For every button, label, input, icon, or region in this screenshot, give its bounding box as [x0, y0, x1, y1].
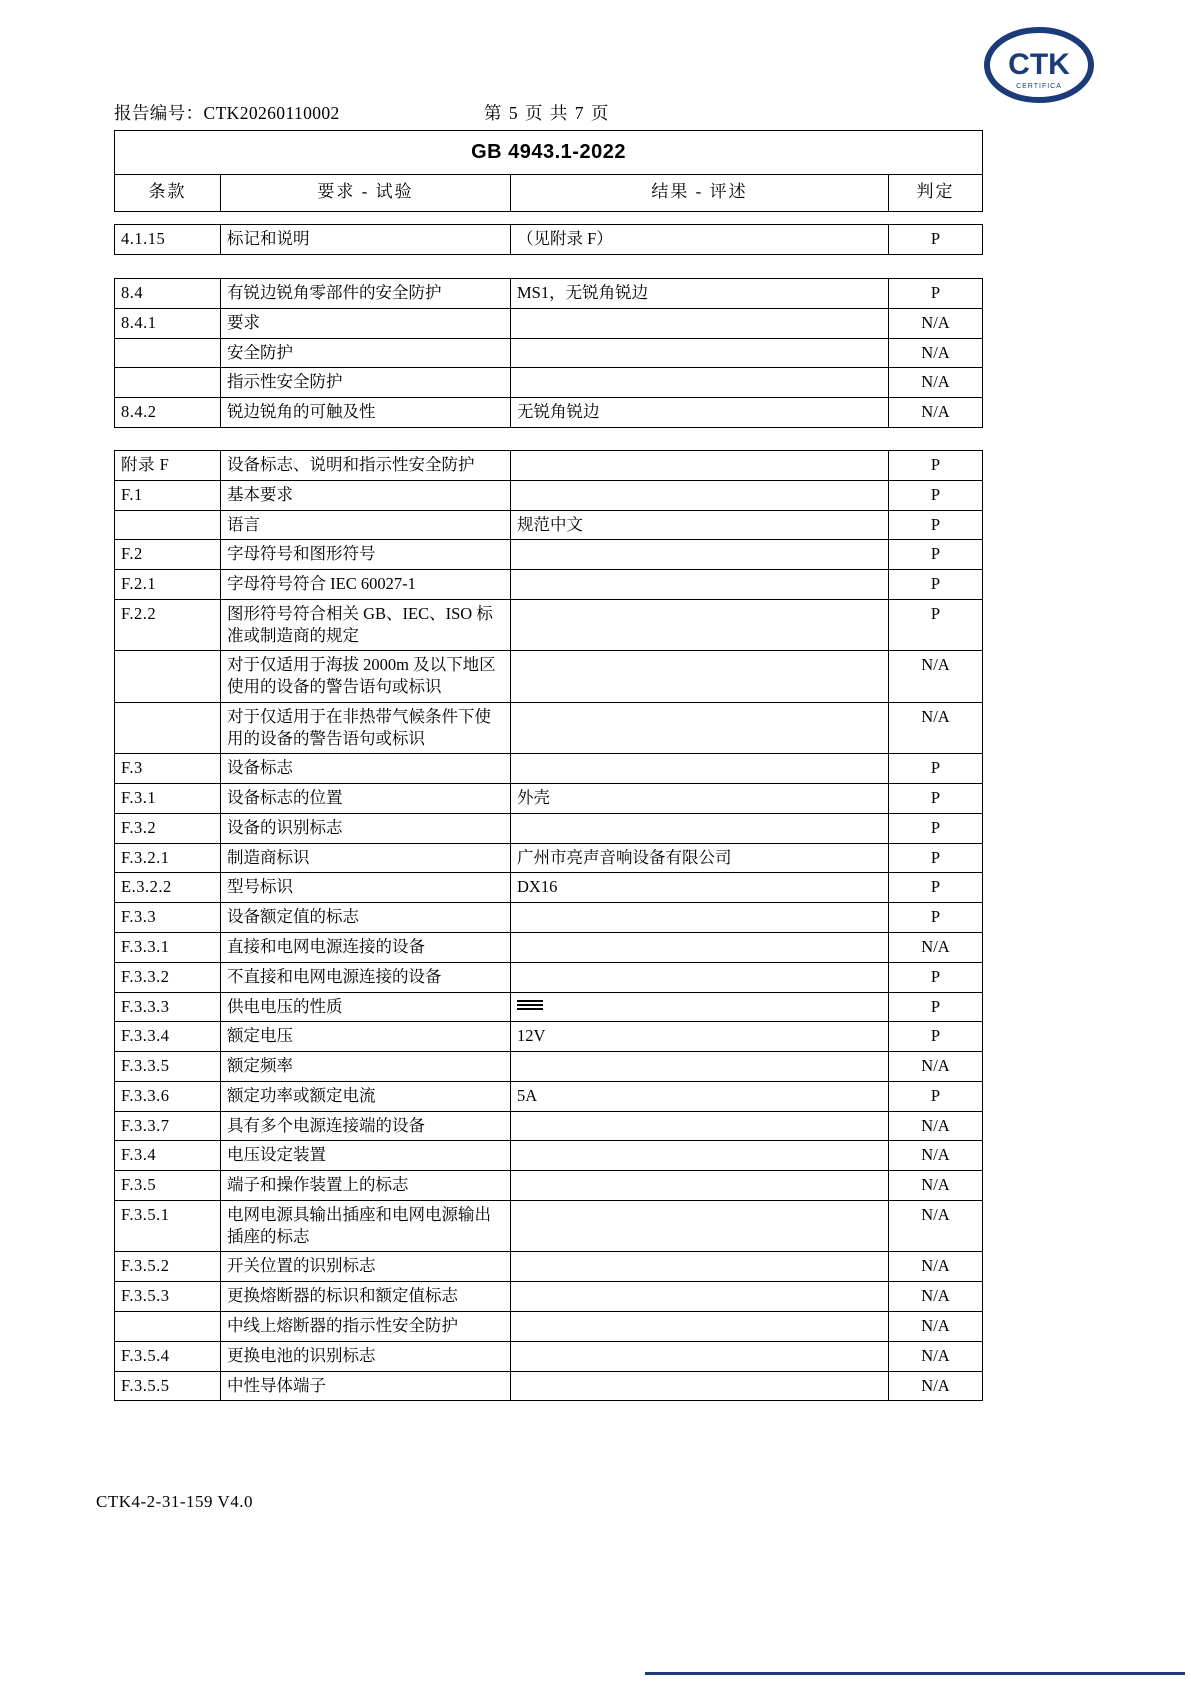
cell-requirement: 电压设定装置 — [221, 1141, 511, 1171]
cell-clause — [115, 702, 221, 754]
cell-requirement: 对于仅适用于海拔 2000m 及以下地区使用的设备的警告语句或标识 — [221, 651, 511, 703]
table-row — [115, 398, 983, 428]
table-row — [115, 451, 983, 481]
cell-requirement: 有锐边锐角零部件的安全防护 — [221, 279, 511, 309]
cell-result — [511, 903, 889, 933]
table-row — [115, 1022, 983, 1052]
cell-verdict: N/A — [889, 1171, 983, 1201]
cell-clause: F.3.2 — [115, 813, 221, 843]
cell-result — [511, 1200, 889, 1252]
cell-result — [511, 702, 889, 754]
table-row — [115, 225, 983, 255]
cell-verdict: N/A — [889, 702, 983, 754]
table-clause-8-4 — [114, 278, 983, 428]
table-row — [115, 1141, 983, 1171]
cell-verdict: P — [889, 962, 983, 992]
table-row — [115, 962, 983, 992]
cell-result — [511, 480, 889, 510]
table-row — [115, 480, 983, 510]
cell-requirement: 额定功率或额定电流 — [221, 1081, 511, 1111]
cell-result — [511, 651, 889, 703]
cell-verdict: N/A — [889, 338, 983, 368]
cell-requirement: 安全防护 — [221, 338, 511, 368]
cell-verdict: N/A — [889, 1252, 983, 1282]
cell-verdict: P — [889, 1022, 983, 1052]
cell-requirement: 制造商标识 — [221, 843, 511, 873]
cell-verdict: P — [889, 599, 983, 651]
table-row — [115, 873, 983, 903]
cell-clause: 8.4 — [115, 279, 221, 309]
cell-verdict: P — [889, 279, 983, 309]
cell-requirement: 中线上熔断器的指示性安全防护 — [221, 1311, 511, 1341]
cell-clause: F.3.1 — [115, 784, 221, 814]
cell-verdict: P — [889, 451, 983, 481]
page-number: 第 5 页 共 7 页 — [484, 103, 610, 123]
cell-requirement: 具有多个电源连接端的设备 — [221, 1111, 511, 1141]
column-header-result: 结果 - 评述 — [511, 175, 889, 211]
table-row — [115, 933, 983, 963]
cell-verdict: N/A — [889, 1111, 983, 1141]
cell-requirement: 额定频率 — [221, 1052, 511, 1082]
cell-result — [511, 1341, 889, 1371]
report-number: 报告编号：CTK20260110002 — [114, 103, 340, 123]
dc-voltage-symbol — [517, 998, 543, 1012]
cell-result — [511, 570, 889, 600]
cell-requirement: 开关位置的识别标志 — [221, 1252, 511, 1282]
table-row — [115, 1341, 983, 1371]
cell-requirement: 不直接和电网电源连接的设备 — [221, 962, 511, 992]
table-row — [115, 1371, 983, 1401]
column-header-row — [115, 175, 983, 211]
cell-clause: F.3.5.3 — [115, 1282, 221, 1312]
cell-result: 外壳 — [511, 784, 889, 814]
cell-clause — [115, 651, 221, 703]
cell-result: 5A — [511, 1081, 889, 1111]
svg-text:CTK: CTK — [1008, 48, 1070, 81]
cell-verdict: P — [889, 754, 983, 784]
cell-clause: F.1 — [115, 480, 221, 510]
cell-result: 无锐角锐边 — [511, 398, 889, 428]
cell-requirement: 锐边锐角的可触及性 — [221, 398, 511, 428]
cell-result — [511, 540, 889, 570]
cell-requirement: 设备额定值的标志 — [221, 903, 511, 933]
cell-requirement: 要求 — [221, 308, 511, 338]
cell-clause: F.3.5.5 — [115, 1371, 221, 1401]
cell-clause: 8.4.2 — [115, 398, 221, 428]
cell-clause: F.2 — [115, 540, 221, 570]
cell-result — [511, 1141, 889, 1171]
cell-requirement: 中性导体端子 — [221, 1371, 511, 1401]
table-row — [115, 651, 983, 703]
cell-verdict: N/A — [889, 1052, 983, 1082]
cell-clause: F.3.3.1 — [115, 933, 221, 963]
cell-clause: 8.4.1 — [115, 308, 221, 338]
cell-result: MS1，无锐角锐边 — [511, 279, 889, 309]
cell-clause — [115, 1311, 221, 1341]
cell-result — [511, 368, 889, 398]
table-row — [115, 1052, 983, 1082]
cell-clause: F.3.3.2 — [115, 962, 221, 992]
cell-clause: F.3 — [115, 754, 221, 784]
table-row — [115, 992, 983, 1022]
cell-verdict: N/A — [889, 308, 983, 338]
cell-requirement: 对于仅适用于在非热带气候条件下使用的设备的警告语句或标识 — [221, 702, 511, 754]
table-row — [115, 784, 983, 814]
cell-clause: F.3.5.1 — [115, 1200, 221, 1252]
table-row — [115, 813, 983, 843]
table-row — [115, 1311, 983, 1341]
table-row — [115, 1200, 983, 1252]
cell-verdict: P — [889, 992, 983, 1022]
cell-result — [511, 308, 889, 338]
cell-requirement: 设备的识别标志 — [221, 813, 511, 843]
table-row — [115, 843, 983, 873]
cell-result: 广州市亮声音响设备有限公司 — [511, 843, 889, 873]
cell-clause: F.2.1 — [115, 570, 221, 600]
title-row — [115, 131, 983, 175]
cell-requirement: 基本要求 — [221, 480, 511, 510]
cell-verdict: P — [889, 813, 983, 843]
cell-verdict: N/A — [889, 1311, 983, 1341]
cell-requirement: 更换电池的识别标志 — [221, 1341, 511, 1371]
cell-verdict: P — [889, 480, 983, 510]
table-row — [115, 279, 983, 309]
cell-requirement: 设备标志的位置 — [221, 784, 511, 814]
cell-verdict: P — [889, 873, 983, 903]
table-row — [115, 599, 983, 651]
table-row — [115, 702, 983, 754]
cell-verdict: N/A — [889, 1341, 983, 1371]
cell-clause: F.3.5 — [115, 1171, 221, 1201]
cell-result — [511, 1282, 889, 1312]
cell-requirement: 设备标志、说明和指示性安全防护 — [221, 451, 511, 481]
cell-verdict: N/A — [889, 1282, 983, 1312]
cell-clause: 附录 F — [115, 451, 221, 481]
cell-clause: F.3.3.3 — [115, 992, 221, 1022]
cell-result — [511, 338, 889, 368]
cell-clause: F.3.5.4 — [115, 1341, 221, 1371]
column-header-requirement: 要求 - 试验 — [221, 175, 511, 211]
cell-result — [511, 1371, 889, 1401]
cell-requirement: 更换熔断器的标识和额定值标志 — [221, 1282, 511, 1312]
table-row — [115, 308, 983, 338]
table-row — [115, 1282, 983, 1312]
cell-requirement: 供电电压的性质 — [221, 992, 511, 1022]
column-header-verdict: 判定 — [889, 175, 983, 211]
cell-requirement: 标记和说明 — [221, 225, 511, 255]
cell-clause: F.3.2.1 — [115, 843, 221, 873]
table-row — [115, 1171, 983, 1201]
cell-requirement: 字母符号和图形符号 — [221, 540, 511, 570]
cell-verdict: N/A — [889, 1371, 983, 1401]
table-row — [115, 540, 983, 570]
column-header-clause: 条款 — [115, 175, 221, 211]
cell-clause: F.3.3.7 — [115, 1111, 221, 1141]
cell-requirement: 直接和电网电源连接的设备 — [221, 933, 511, 963]
table-row — [115, 1111, 983, 1141]
cell-verdict: P — [889, 540, 983, 570]
cell-requirement: 设备标志 — [221, 754, 511, 784]
cell-verdict: N/A — [889, 1141, 983, 1171]
table-row — [115, 338, 983, 368]
cell-clause: F.3.3.5 — [115, 1052, 221, 1082]
cell-verdict: P — [889, 225, 983, 255]
table-row — [115, 903, 983, 933]
cell-clause: F.3.4 — [115, 1141, 221, 1171]
cell-result: DX16 — [511, 873, 889, 903]
cell-verdict: P — [889, 510, 983, 540]
cell-result — [511, 1052, 889, 1082]
cell-clause — [115, 338, 221, 368]
cell-requirement: 电网电源具输出插座和电网电源输出插座的标志 — [221, 1200, 511, 1252]
cell-result — [511, 962, 889, 992]
cell-verdict: N/A — [889, 368, 983, 398]
cell-verdict: P — [889, 843, 983, 873]
page-header — [114, 100, 1014, 126]
cell-requirement: 型号标识 — [221, 873, 511, 903]
cell-requirement: 语言 — [221, 510, 511, 540]
cell-requirement: 额定电压 — [221, 1022, 511, 1052]
cell-result: 规范中文 — [511, 510, 889, 540]
cell-requirement: 指示性安全防护 — [221, 368, 511, 398]
cell-verdict: N/A — [889, 1200, 983, 1252]
cell-result — [511, 813, 889, 843]
cell-verdict: N/A — [889, 398, 983, 428]
table-row — [115, 1252, 983, 1282]
cell-result: （见附录 F） — [511, 225, 889, 255]
cell-clause: E.3.2.2 — [115, 873, 221, 903]
cell-clause: F.3.3.6 — [115, 1081, 221, 1111]
table-row — [115, 1081, 983, 1111]
cell-requirement: 端子和操作装置上的标志 — [221, 1171, 511, 1201]
table-row — [115, 510, 983, 540]
cell-requirement: 图形符号符合相关 GB、IEC、ISO 标准或制造商的规定 — [221, 599, 511, 651]
cell-result — [511, 1311, 889, 1341]
svg-text:CERTIFICA: CERTIFICA — [1016, 83, 1062, 90]
cell-requirement: 字母符号符合 IEC 60027-1 — [221, 570, 511, 600]
standard-title: GB 4943.1-2022 — [115, 131, 983, 175]
ctk-logo — [983, 26, 1095, 104]
table-row — [115, 570, 983, 600]
cell-result — [511, 754, 889, 784]
cell-verdict: N/A — [889, 933, 983, 963]
table-clause-4-1-15 — [114, 224, 983, 255]
cell-result — [511, 451, 889, 481]
cell-result — [511, 1252, 889, 1282]
cell-clause: F.3.5.2 — [115, 1252, 221, 1282]
cell-verdict: P — [889, 784, 983, 814]
cell-result — [511, 1171, 889, 1201]
cell-clause — [115, 368, 221, 398]
cell-clause: F.3.3.4 — [115, 1022, 221, 1052]
cell-result — [511, 1111, 889, 1141]
table-annex-f — [114, 450, 983, 1401]
cell-result — [511, 599, 889, 651]
cell-clause: F.2.2 — [115, 599, 221, 651]
cell-verdict: N/A — [889, 651, 983, 703]
cell-result — [511, 992, 889, 1022]
footer-doc-code: CTK4-2-31-159 V4.0 — [96, 1492, 253, 1511]
cell-verdict: P — [889, 570, 983, 600]
cell-clause: F.3.3 — [115, 903, 221, 933]
cell-verdict: P — [889, 1081, 983, 1111]
standard-title-table — [114, 130, 983, 212]
cell-clause — [115, 510, 221, 540]
table-row — [115, 754, 983, 784]
cell-verdict: P — [889, 903, 983, 933]
cell-result — [511, 933, 889, 963]
bottom-rule — [645, 1672, 1185, 1675]
cell-clause: 4.1.15 — [115, 225, 221, 255]
table-row — [115, 368, 983, 398]
cell-result: 12V — [511, 1022, 889, 1052]
